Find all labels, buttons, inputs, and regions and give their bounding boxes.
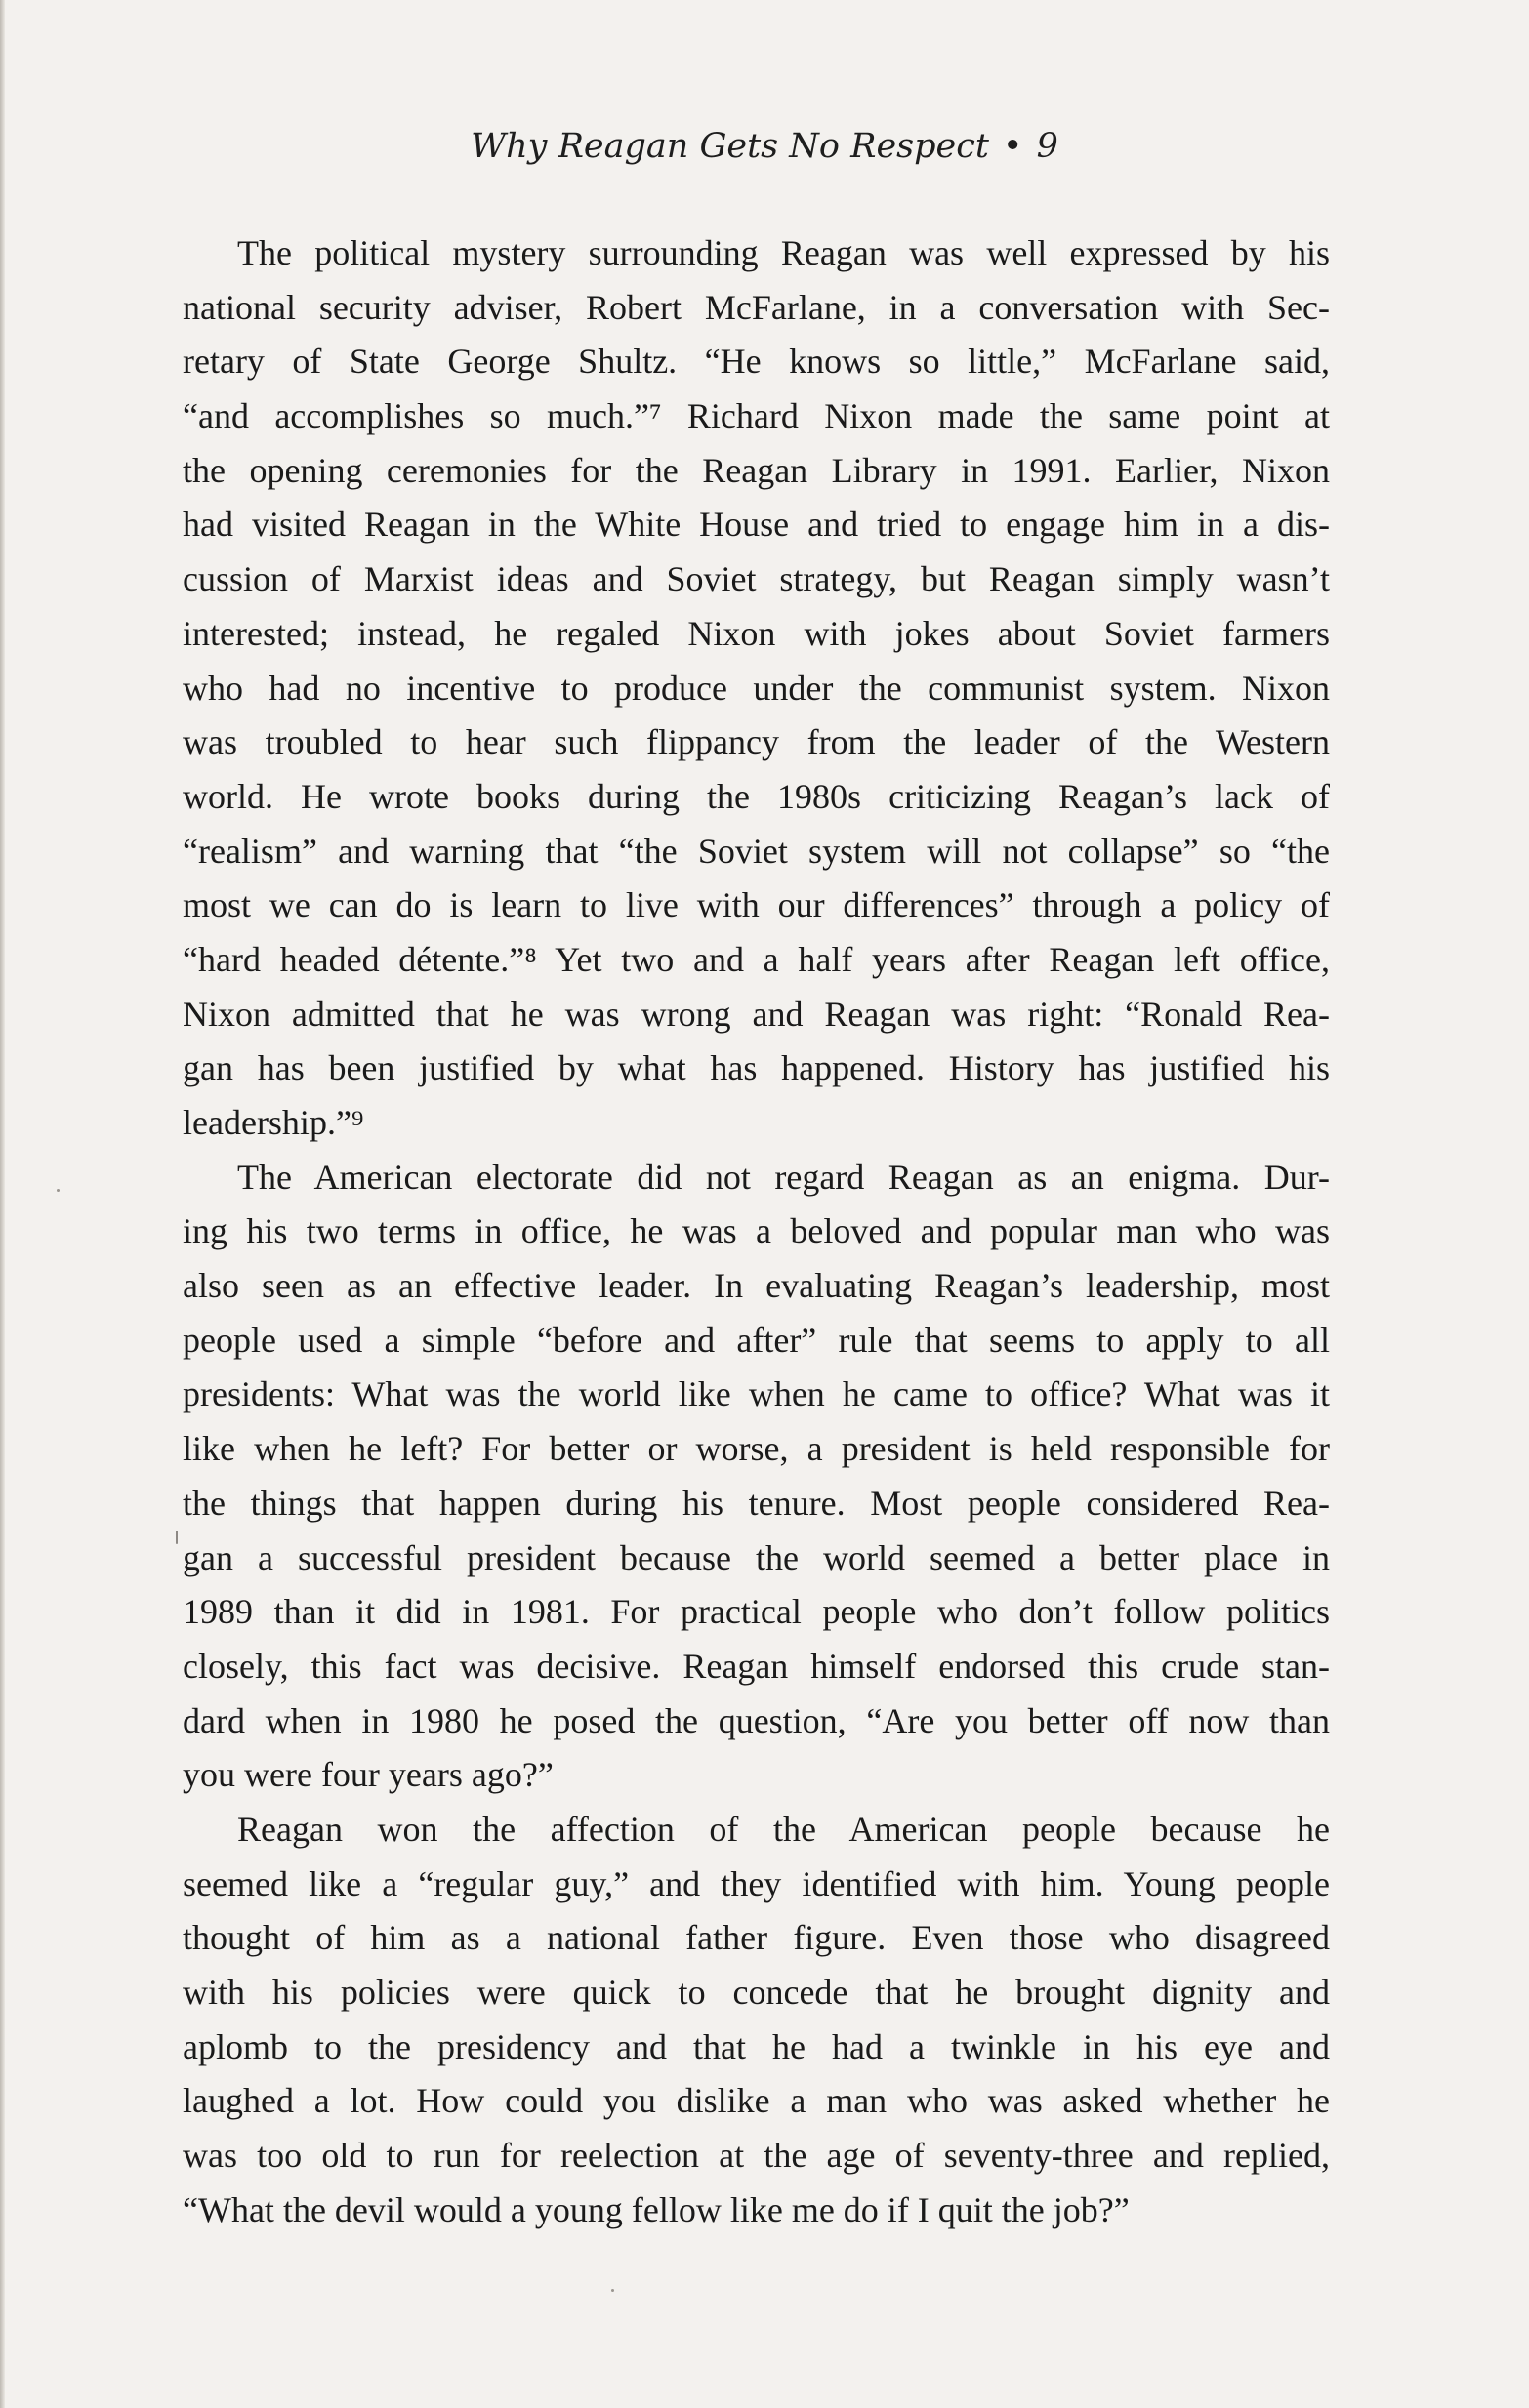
text-line: seemed like a “regular guy,” and they identified with him. Young people (183, 1863, 1330, 1903)
text-line: aplomb to the presidency and that he had a twinkle in his eye and (183, 2026, 1330, 2066)
text-line: “hard headed détente.”⁸ Yet two and a half years after Reagan left office, (183, 939, 1330, 979)
paragraph (183, 226, 1330, 1151)
scan-speck (57, 1189, 60, 1192)
page-number: 9 (1036, 127, 1058, 166)
text-line: retary of State George Shultz. “He knows so little,” McFarlane said, (183, 342, 1330, 382)
text-line: world. He wrote books during the 1980s criticizing Reagan’s lack of (183, 776, 1330, 816)
text-line: like when he left? For better or worse, a president is held responsible for (183, 1429, 1330, 1469)
text-line: Reagan won the affection of the American people because he (237, 1809, 1330, 1849)
text-line: thought of him as a national father figure. Even those who disagreed (183, 1918, 1330, 1958)
text-line: “and accomplishes so much.”⁷ Richard Nixon made the same point at (183, 396, 1330, 436)
paragraph (183, 1151, 1330, 1803)
text-line: gan has been justified by what has happened. History has justified his (183, 1048, 1330, 1088)
text-line: was too old to run for reelection at the age of seventy-three and replied, (183, 2136, 1330, 2176)
text-line: dard when in 1980 he posed the question, “Are you better off now than (183, 1700, 1330, 1740)
text-line: who had no incentive to produce under the communist system. Nixon (183, 668, 1330, 708)
text-line: 1989 than it did in 1981. For practical people who don’t follow politics (183, 1592, 1330, 1632)
text-line: the things that happen during his tenure. Most people considered Rea- (183, 1483, 1330, 1523)
scan-speck (611, 2289, 614, 2292)
text-line: leadership.”⁹ (183, 1103, 364, 1142)
text-line: people used a simple “before and after” rule that seems to apply to all (183, 1320, 1330, 1360)
text-line: interested; instead, he regaled Nixon with jokes about Soviet farmers (183, 613, 1330, 653)
text-line: most we can do is learn to live with our differences” through a policy of (183, 885, 1330, 925)
text-line: laughed a lot. How could you dislike a man who was asked whether he (183, 2081, 1330, 2121)
running-head-title: Why Reagan Gets No Respect (471, 127, 989, 166)
text-line: Nixon admitted that he was wrong and Reagan was right: “Ronald Rea- (183, 994, 1330, 1034)
text-line: had visited Reagan in the White House and tried to engage him in a dis- (183, 505, 1330, 545)
text-line: you were four years ago?” (183, 1755, 554, 1795)
text-line: gan a successful president because the world seemed a better place in (183, 1537, 1330, 1577)
text-line: cussion of Marxist ideas and Soviet strategy, but Reagan simply wasn’t (183, 559, 1330, 599)
text-line: ing his two terms in office, he was a beloved and popular man who was (183, 1211, 1330, 1251)
text-line: was troubled to hear such flippancy from the leader of the Western (183, 722, 1330, 762)
text-line: The political mystery surrounding Reagan was well expressed by his (237, 233, 1330, 272)
text-line: with his policies were quick to concede that he brought dignity and (183, 1973, 1330, 2012)
text-line: also seen as an effective leader. In evaluating Reagan’s leadership, most (183, 1266, 1330, 1306)
body-text (183, 226, 1330, 2237)
scan-mark (176, 1531, 178, 1544)
text-line: “realism” and warning that “the Soviet system will not collapse” so “the (183, 831, 1330, 871)
text-line: The American electorate did not regard Reagan as an enigma. Dur- (237, 1157, 1330, 1197)
text-line: the opening ceremonies for the Reagan Library in 1991. Earlier, Nixon (183, 450, 1330, 490)
text-line: national security adviser, Robert McFarlane, in a conversation with Sec- (183, 287, 1330, 327)
running-head-separator: • (1002, 127, 1023, 166)
paragraph (183, 1803, 1330, 2238)
page-gutter-edge (0, 0, 5, 2408)
running-head (0, 119, 1529, 174)
text-line: “What the devil would a young fellow like me do if I quit the job?” (183, 2189, 1130, 2229)
text-line: closely, this fact was decisive. Reagan himself endorsed this crude stan- (183, 1646, 1330, 1686)
text-line: presidents: What was the world like when he came to office? What was it (183, 1374, 1330, 1414)
